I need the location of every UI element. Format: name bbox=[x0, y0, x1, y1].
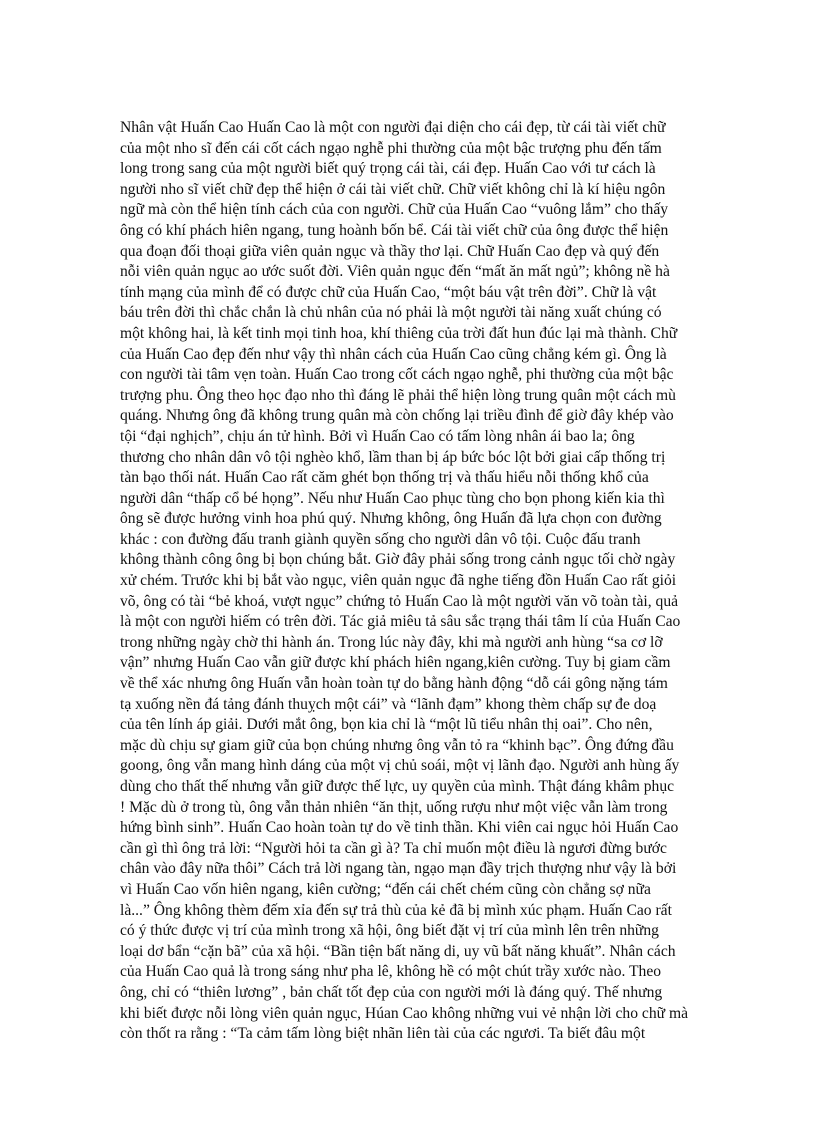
text-line: chân vào đây nữa thôi” Cách trả lời ngang tàn, ngạo mạn đầy trịch thượng như vậy là bởi bbox=[120, 860, 677, 878]
text-line: con người tài tâm vẹn toàn. Huấn Cao trong cốt cách ngạo nghễ, phi thường của một bậc bbox=[120, 366, 674, 384]
text-line: long trong sang của một người biết quý trọng cái tài, cái đẹp. Huấn Cao với tư cách là bbox=[120, 160, 656, 178]
text-line: tàn bạo thối nát. Huấn Cao rất căm ghét bọn thống trị và thấu hiểu nỗi thống khổ của bbox=[120, 469, 649, 487]
text-line: báu trên đời thì chắc chắn là chủ nhân của nó phải là một người tài năng xuất chúng có bbox=[120, 304, 662, 322]
text-line: cần gì thì ông trả lời: “Người hỏi ta cần gì à? Ta chỉ muốn một điều là ngươi đừng bước bbox=[120, 839, 667, 857]
text-line: goong, ông vẫn mang hình dáng của một vị chủ soái, một vị lãnh đạo. Người anh hùng ấy bbox=[120, 757, 680, 775]
text-line: qua đoạn đối thoại giữa viên quản ngục và thầy thơ lại. Chữ Huấn Cao đẹp và quý đến bbox=[120, 242, 660, 260]
text-line: vì Huấn Cao vốn hiên ngang, kiên cường; “đến cái chết chém cũng còn chẳng sợ nữa bbox=[120, 880, 651, 898]
text-line: khi biết được nỗi lòng viên quản ngục, Húan Cao không những vui vẻ nhận lời cho chữ mà bbox=[120, 1004, 689, 1022]
essay-paragraph bbox=[120, 118, 700, 1045]
text-line: tính mạng của mình để có được chữ của Huấn Cao, “một báu vật trên đời”. Chữ là vật bbox=[120, 283, 657, 301]
text-line: võ, ông có tài “bẻ khoá, vượt ngục” chứng tỏ Huấn Cao là một người văn võ toàn tài, quả bbox=[120, 592, 679, 610]
text-line: dùng cho thất thế nhưng vẫn giữ được thế lực, uy quyền của mình. Thật đáng khâm phục bbox=[120, 778, 675, 795]
text-line: Nhân vật Huấn Cao Huấn Cao là một con người đại diện cho cái đẹp, từ cái tài viết chữ bbox=[120, 119, 666, 136]
text-line: khác : con đường đấu tranh giành quyền sống cho người dân vô tội. Cuộc đấu tranh bbox=[120, 530, 641, 548]
text-line: ! Mặc dù ở trong tù, ông vẫn thản nhiên “ăn thịt, uống rượu như một việc vẫn làm trong bbox=[120, 798, 668, 816]
text-line: của tên lính áp giải. Dưới mắt ông, bọn kia chỉ là “một lũ tiểu nhân thị oai”. Cho nên, bbox=[120, 716, 653, 734]
text-line: ngữ mà còn thể hiện tính cách của con người. Chữ của Huấn Cao “vuông lắm” cho thấy bbox=[120, 201, 669, 219]
text-line: còn thốt ra rằng : “Ta cảm tấm lòng biệt nhãn liên tài của các ngươi. Ta biết đâu một bbox=[120, 1025, 646, 1043]
text-line: thương cho nhân dân vô tội nghèo khổ, lầm than bị áp bức bóc lột bởi giai cấp thống trị bbox=[120, 448, 666, 466]
text-line: của Huấn Cao quả là trong sáng như pha lê, không hề có một chút trầy xước nào. Theo bbox=[120, 963, 662, 981]
text-line: có ý thức được vị trí của mình trong xã hội, ông biết đặt vị trí của mình lên trên những bbox=[120, 922, 659, 940]
text-line: quáng. Nhưng ông đã không trung quân mà còn chống lại triều đình để giờ đây khép vào bbox=[120, 407, 674, 425]
text-line: người dân “thấp cổ bé họng”. Nếu như Huấn Cao phục tùng cho bọn phong kiến kia thì bbox=[120, 489, 665, 507]
text-line: tội “đại nghịch”, chịu án tử hình. Bởi vì Huấn Cao có tấm lòng nhân ái bao la; ông bbox=[120, 427, 635, 445]
text-line: trượng phu. Ông theo học đạo nho thì đáng lẽ phải thể hiện lòng trung quân một cách mù bbox=[120, 386, 676, 404]
text-line: hứng bình sinh”. Huấn Cao hoàn toàn tự do về tinh thần. Khi viên cai ngục hỏi Huấn Cao bbox=[120, 819, 679, 837]
text-line: ông, chỉ có “thiên lương” , bản chất tốt đẹp của con người mới là đáng quý. Thế nhưng bbox=[120, 983, 663, 1001]
text-line: về thể xác nhưng ông Huấn vẫn hoàn toàn tự do bằng hành động “dỗ cái gông nặng tám bbox=[120, 675, 668, 693]
text-line: một không hai, là kết tinh mọi tinh hoa, khí thiêng của trời đất hun đúc lại mà thành. Chữ bbox=[120, 324, 678, 342]
text-line: người nho sĩ viết chữ đẹp thể hiện ở cái tài viết chữ. Chữ viết không chỉ là kí hiệu ngôn bbox=[120, 180, 666, 198]
text-line: xử chém. Trước khi bị bắt vào ngục, viên quản ngục đã nghe tiếng đồn Huấn Cao rất giỏi bbox=[120, 572, 677, 590]
text-line: mặc dù chịu sự giam giữ của bọn chúng nhưng ông vẫn tỏ ra “khinh bạc”. Ông đứng đầu bbox=[120, 736, 674, 754]
text-line: của Huấn Cao đẹp đến như vậy thì nhân cách của Huấn Cao cũng chẳng kém gì. Ông là bbox=[120, 345, 667, 363]
text-line: là...” Ông không thèm đếm xỉa đến sự trả thù của kẻ đã bị mình xúc phạm. Huấn Cao rất bbox=[120, 901, 672, 919]
text-line: ông có khí phách hiên ngang, tung hoành bốn bể. Cái tài viết chữ của ông được thể hiện bbox=[120, 221, 669, 239]
text-line: ông sẽ được hưởng vinh hoa phú quý. Nhưng không, ông Huấn đã lựa chọn con đường bbox=[120, 510, 662, 528]
text-line: của một nho sĩ đến cái cốt cách ngạo nghễ phi thường của một bậc trượng phu đến tấm bbox=[120, 139, 662, 157]
text-line: vận” nhưng Huấn Cao vẫn giữ được khí phách hiên ngang,kiên cường. Tuy bị giam cầm bbox=[120, 654, 671, 672]
text-line: trong những ngày chờ thi hành án. Trong lúc này đây, khi mà người anh hùng “sa cơ lỡ bbox=[120, 633, 663, 651]
text-line: loại dơ bẩn “cặn bã” của xã hội. “Bần tiện bất năng di, uy vũ bất năng khuất”. Nhân cách bbox=[120, 942, 676, 960]
text-line: là một con người hiếm có trên đời. Tác giả miêu tả sâu sắc trạng thái tâm lí của Huấn Cao bbox=[120, 613, 681, 631]
text-line: tạ xuống nền đá tảng đánh thuỵch một cái” và “lãnh đạm” khong thèm chấp sự đe doạ bbox=[120, 695, 657, 713]
text-line: không thành công ông bị bọn chúng bắt. Giờ đây phải sống trong cảnh ngục tối chờ ngày bbox=[120, 551, 676, 569]
text-line: nỗi viên quản ngục ao ước suốt đời. Viên quản ngục đến “mất ăn mất ngủ”; không nề hà bbox=[120, 263, 670, 281]
